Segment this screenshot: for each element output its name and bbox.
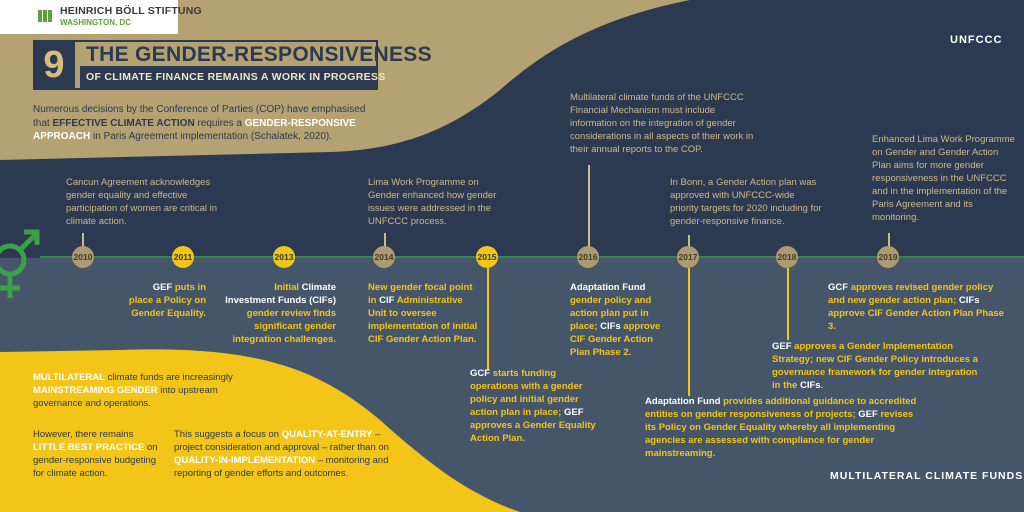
unfccc-note-2010: Cancun Agreement acknowledges gender equality and effective participation of women are critical in climate action. (66, 177, 218, 227)
year-2015: 2015 (476, 246, 498, 268)
year-2014: 2014 (373, 246, 395, 268)
unfccc-note-2014: Lima Work Programme on Gender enhanced how gender issues were addressed in the UNFCCC process. (368, 177, 497, 227)
pointer-2016-up (588, 165, 590, 247)
pointer-2018-down (787, 268, 789, 340)
bottom-paragraph-3: This suggests a focus on QUALITY-AT-ENTRY – project consideration and approval – rather than on QUALITY-IN-IMPLEMENTATION – monitoring and reporting of gender efforts and outcomes. (174, 429, 389, 479)
intro-text: Numerous decisions by the Conference of Parties (COP) have emphasised that EFFECTIVE CLIMATE ACTION requires a GENDER-RESPONSIVE APPROACH in Paris Agreement implementation (Schalatek, 2020). (33, 104, 366, 142)
page-subtitle: OF CLIMATE FINANCE REMAINS A WORK IN PROGRESS (86, 71, 386, 83)
unfccc-label: UNFCCC (950, 34, 1003, 46)
unfccc-note-2019: Enhanced Lima Work Programme on Gender and Gender Action Plan aims for more gender responsiveness in the UNFCCC and in the implementation of the Paris Agreement and its monitoring. (872, 134, 1015, 223)
fund-note-2014: New gender focal point in CIF Administrative Unit to oversee implementation of initial CIF Gender Action Plan. (368, 282, 478, 345)
unfccc-note-2016: Multilateral climate funds of the UNFCCC Financial Mechanism must include information on the integration of gender considerations in all aspects of their work in their annual reports to the COP. (570, 92, 754, 155)
pointer-2019-up (888, 233, 890, 247)
year-2010: 2010 (72, 246, 94, 268)
fund-note-2016: Adaptation Fund gender policy and action plan put in place; CIFs approve CIF Gender Action Plan Phase 2. (570, 282, 661, 358)
fund-note-2015: GCF starts funding operations with a gender policy and initial gender action plan in place; GEF approves a Gender Equality Action Plan. (470, 368, 596, 444)
year-2018: 2018 (776, 246, 798, 268)
bottom-paragraph-1: MULTILATERAL climate funds are increasingly MAINSTREAMING GENDER into upstream governance and operations. (33, 372, 233, 409)
fund-note-2019: GCF approves revised gender policy and new gender action plan; CIFs approve CIF Gender Action Plan Phase 3. (828, 282, 1004, 332)
logo-city: WASHINGTON, DC (60, 18, 131, 27)
pointer-2017-down (688, 268, 690, 396)
section-number: 9 (33, 40, 75, 90)
gender-symbol-icon (0, 218, 42, 302)
pointer-2014-up (384, 233, 386, 247)
multilateral-funds-label: MULTILATERAL CLIMATE FUNDS (830, 470, 1024, 482)
logo-name: HEINRICH BÖLL STIFTUNG (60, 5, 202, 17)
year-2017: 2017 (677, 246, 699, 268)
pointer-2015-down (487, 268, 489, 370)
year-2016: 2016 (577, 246, 599, 268)
fund-note-2011: GEF puts in place a Policy on Gender Equality. (128, 282, 206, 319)
year-2011: 2011 (172, 246, 194, 268)
foundation-logo-icon (38, 8, 54, 24)
year-2013: 2013 (273, 246, 295, 268)
year-2019: 2019 (877, 246, 899, 268)
fund-note-2017: Adaptation Fund provides additional guidance to accredited entities on gender responsiveness of projects; GEF revises its Policy on Gender Equality whereby all implementing agencies are assessed with compliance for gender mainstreaming. (645, 396, 917, 459)
fund-note-2013: Initial Climate Investment Funds (CIFs) gender review finds significant gender integration challenges. (225, 282, 336, 345)
page-title: THE GENDER-RESPONSIVENESS (86, 43, 432, 66)
unfccc-note-2017: In Bonn, a Gender Action plan was approved with UNFCCC-wide priority targets for 2020 including for gender-responsive finance. (670, 177, 822, 227)
pointer-2010 (82, 233, 84, 247)
fund-note-2018: GEF approves a Gender Implementation Strategy; new CIF Gender Policy introduces a governance framework for gender integration in the CIFs. (772, 341, 978, 391)
bottom-paragraph-2: However, there remains LITTLE BEST PRACTICE on gender-responsive budgeting for climate action. (33, 429, 158, 479)
logo (0, 0, 202, 34)
